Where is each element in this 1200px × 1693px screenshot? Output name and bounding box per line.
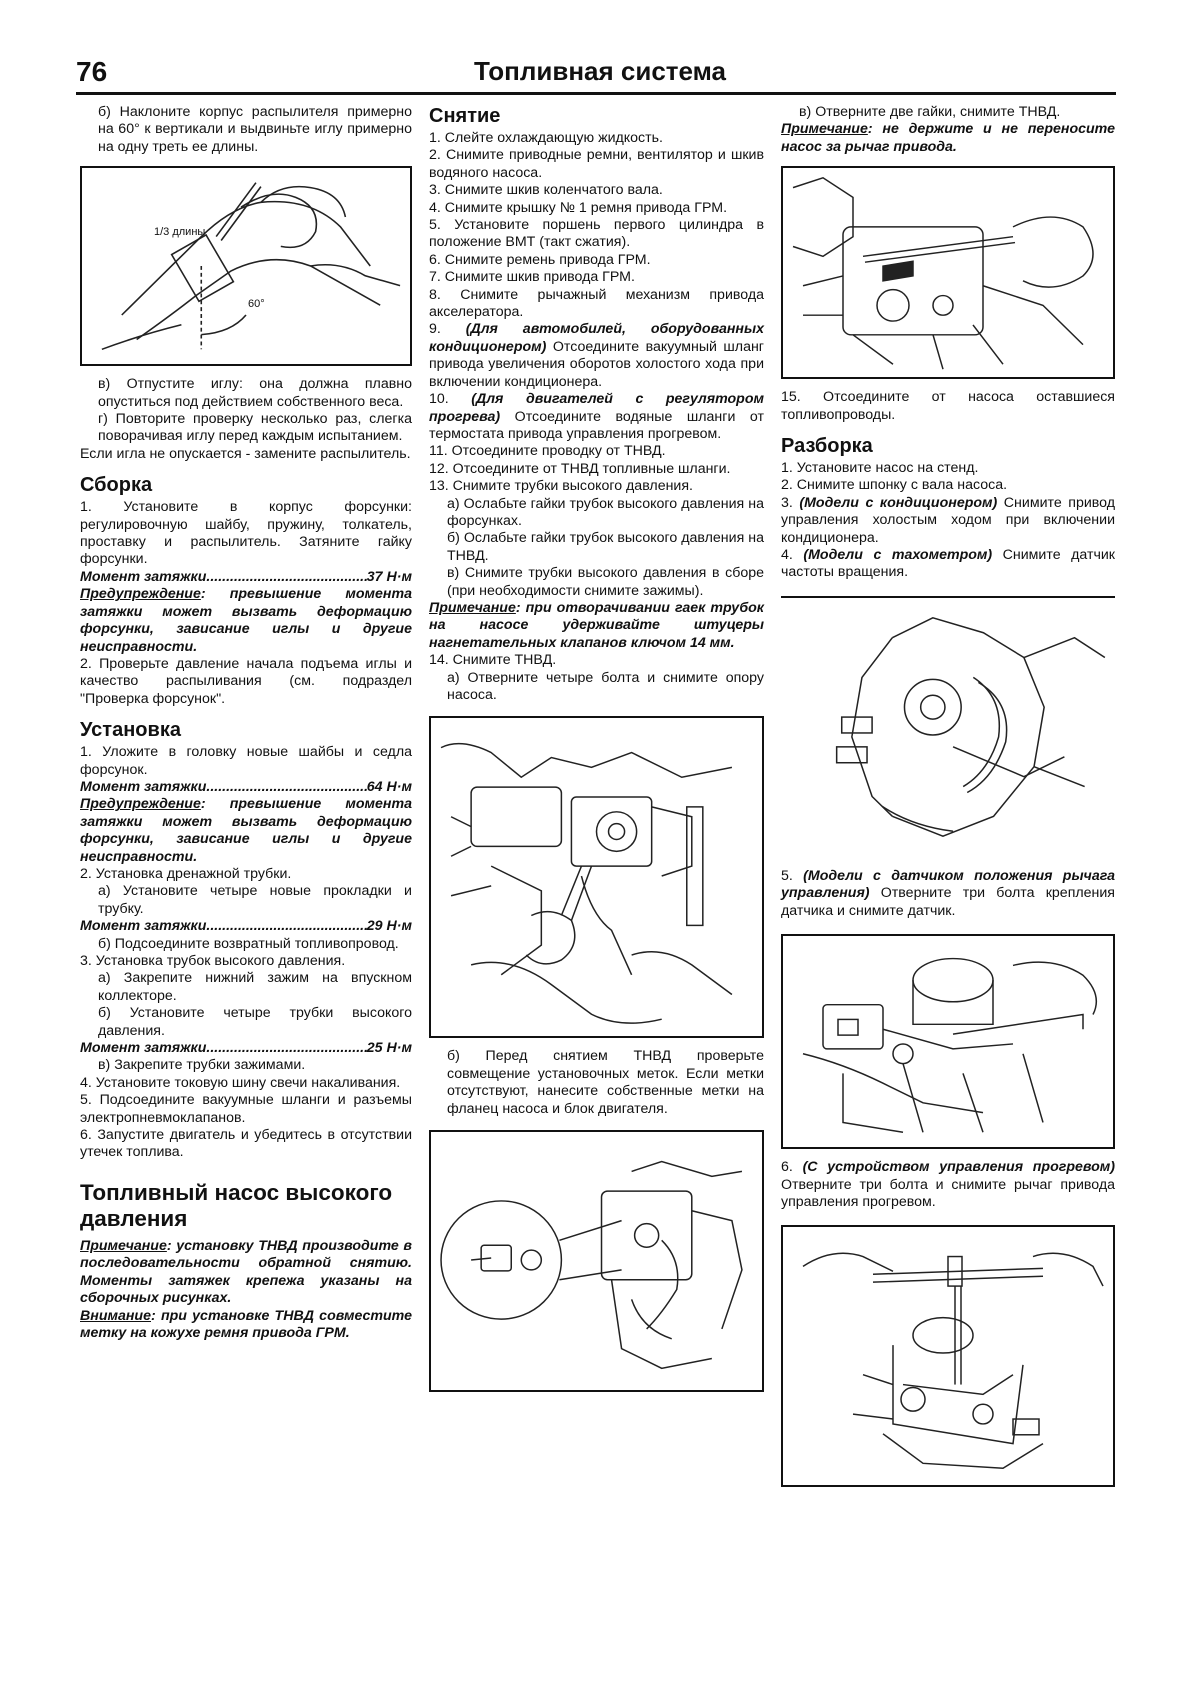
attention-label: Внимание xyxy=(80,1307,151,1324)
note-label: Примечание xyxy=(429,599,516,616)
section-heading-snyatie: Снятие xyxy=(429,105,501,127)
torque-label: Момент затяжки xyxy=(80,568,207,585)
note-label: Примечание xyxy=(781,121,868,138)
paragraph: а) Закрепите нижний зажим на впускном коллекторе. xyxy=(98,970,412,1004)
paragraph: 13. Снимите трубки высокого давления. xyxy=(429,478,693,495)
paragraph: г) Повторите проверку несколько раз, слегка поворачивая иглу перед каждым испытанием. xyxy=(98,411,412,445)
paragraph: 14. Снимите ТНВД. xyxy=(429,652,557,669)
attention-text: : при установке ТНВД совместите метку на кожухе ремня привода ГРМ. xyxy=(80,1307,412,1341)
step-number: 9. xyxy=(429,321,466,338)
torque-value: 37 Н·м xyxy=(366,568,412,585)
paragraph: 6. Запустите двигатель и убедитесь в отсутствии утечек топлива. xyxy=(80,1127,412,1161)
warning-note xyxy=(80,586,412,656)
step-number: 6. xyxy=(781,1159,803,1176)
paragraph xyxy=(429,391,764,443)
paragraph: 2. Снимите приводные ремни, вентилятор и шкив водяного насоса. xyxy=(429,147,764,181)
paragraph xyxy=(781,495,1115,547)
paragraph: 2. Установка дренажной трубки. xyxy=(80,865,292,882)
warning-note xyxy=(80,796,412,866)
figure-lever-sensor xyxy=(781,934,1115,1149)
paragraph: в) Снимите трубки высокого давления в сборе (при необходимости снимите зажимы). xyxy=(447,565,764,599)
step-number: 10. xyxy=(429,391,472,408)
step-number: 3. xyxy=(781,494,800,511)
condition-text: (С устройством управления прогревом) xyxy=(802,1159,1115,1176)
paragraph: 1. Установите в корпус форсунки: регулировочную шайбу, пружину, толкатель, проставку и распылитель. Затяните гайку форсунки. xyxy=(80,499,412,568)
paragraph: в) Отверните две гайки, снимите ТНВД. xyxy=(799,104,1061,120)
paragraph xyxy=(781,1159,1115,1211)
pump-on-stand-illustration xyxy=(781,598,1115,858)
paragraph: б) Подсоедините возвратный топливопровод. xyxy=(98,935,399,952)
torque-value: 64 Н·м xyxy=(366,778,412,795)
attention-note xyxy=(80,1308,412,1343)
step-text: Отсоедините вакуумный шланг привода увеличения оборотов холостого хода при включении кондиционера. xyxy=(429,338,764,390)
pump-removal-illustration xyxy=(783,168,1113,377)
figure-nozzle-needle xyxy=(80,166,412,366)
paragraph: б) Перед снятием ТНВД проверьте совмещение установочных меток. Если метки отсутствуют, нанесите собственные метки на фланец насоса и блок двигателя. xyxy=(447,1048,764,1117)
figure-pump-support xyxy=(429,716,764,1038)
torque-label: Момент затяжки xyxy=(80,1040,207,1057)
paragraph: 2. Снимите шпонку с вала насоса. xyxy=(781,477,1008,494)
column-2 xyxy=(429,104,764,1402)
warmup-lever-illustration xyxy=(783,1227,1113,1485)
figure-alignment-marks xyxy=(429,1130,764,1392)
paragraph: 1. Слейте охлаждающую жидкость. xyxy=(429,130,663,146)
torque-label: Момент затяжки xyxy=(80,918,207,935)
condition-text: (Модели с датчиком положения рычага управления) xyxy=(781,867,1115,902)
nozzle-illustration xyxy=(82,168,410,364)
paragraph: 15. Отсоедините от насоса оставшиеся топливопроводы. xyxy=(781,389,1115,423)
paragraph: 4. Установите токовую шину свечи накаливания. xyxy=(80,1074,401,1091)
column-3 xyxy=(781,104,1115,1497)
paragraph xyxy=(781,868,1115,920)
paragraph: б) Наклоните корпус распылителя примерно на 60° к вертикали и выдвиньте иглу примерно на одну треть ее длины. xyxy=(98,104,412,155)
torque-label: Момент затяжки xyxy=(80,778,207,795)
section-heading-razborka: Разборка xyxy=(781,435,873,458)
note xyxy=(429,600,764,652)
paragraph: 12. Отсоедините от ТНВД топливные шланги. xyxy=(429,460,731,477)
paragraph: а) Ослабьте гайки трубок высокого давления на форсунках. xyxy=(447,495,764,529)
page-title: Топливная система xyxy=(474,56,726,86)
paragraph: 8. Снимите рычажный механизм привода акселератора. xyxy=(429,286,764,321)
paragraph: 11. Отсоедините проводку от ТНВД. xyxy=(429,443,666,460)
paragraph: а) Отверните четыре болта и снимите опору насоса. xyxy=(447,669,764,703)
paragraph: б) Установите четыре трубки высокого давления. xyxy=(98,1005,412,1039)
lever-sensor-illustration xyxy=(783,936,1113,1147)
paragraph: б) Ослабьте гайки трубок высокого давления на ТНВД. xyxy=(447,530,764,564)
paragraph: 4. Снимите крышку № 1 ремня привода ГРМ. xyxy=(429,199,728,216)
figure-label-angle: 60° xyxy=(248,298,265,311)
note-label: Примечание xyxy=(80,1237,167,1254)
paragraph: 6. Снимите ремень привода ГРМ. xyxy=(429,251,651,268)
step-text: Снимите привод управления холостым ходом при включении кондиционера. xyxy=(781,494,1115,546)
figure-warmup-lever xyxy=(781,1225,1115,1487)
warning-label: Предупреждение xyxy=(80,586,201,603)
note-text: : установку ТНВД производите в последовательности обратной снятию. Моменты затяжек крепежа указаны на сборочных рисунках. xyxy=(80,1237,412,1307)
paragraph xyxy=(781,547,1115,582)
step-text: Отсоедините водяные шланги от термостата привода управления прогревом. xyxy=(429,408,764,442)
condition-text: (Модели с тахометром) xyxy=(803,547,993,564)
note-text: : не держите и не переносите насос за рычаг привода. xyxy=(781,121,1115,155)
condition-text: (Для двигателей с регулятором прогрева) xyxy=(429,391,764,425)
paragraph: в) Закрепите трубки зажимами. xyxy=(98,1057,306,1074)
paragraph: 3. Снимите шкив коленчатого вала. xyxy=(429,182,663,199)
paragraph: 3. Установка трубок высокого давления. xyxy=(80,953,346,969)
step-number: 5. xyxy=(781,867,804,884)
pump-support-illustration xyxy=(431,718,762,1036)
figure-pump-on-stand xyxy=(781,596,1115,858)
torque-spec xyxy=(80,918,412,935)
warning-text: : превышение момента затяжки может вызвать деформацию форсунки, зависание иглы и другие неисправности. xyxy=(80,796,412,865)
note xyxy=(80,1238,412,1308)
step-text: Отверните три болта и снимите рычаг привода управления прогревом. xyxy=(781,1176,1115,1210)
paragraph: 2. Проверьте давление начала подъема иглы и качество распыливания (см. подраздел "Проверка форсунок". xyxy=(80,655,412,707)
paragraph: 5. Подсоедините вакуумные шланги и разъемы электропневмоклапанов. xyxy=(80,1092,412,1126)
torque-spec xyxy=(80,569,412,586)
torque-value: 29 Н·м xyxy=(366,918,412,935)
figure-pump-removal xyxy=(781,166,1115,379)
paragraph xyxy=(429,321,764,391)
step-number: 4. xyxy=(781,547,804,564)
paragraph: Если игла не опускается - замените распылитель. xyxy=(80,445,411,462)
section-heading-sborka: Сборка xyxy=(80,474,153,497)
paragraph: в) Отпустите иглу: она должна плавно опуститься под действием собственного веса. xyxy=(98,376,412,410)
paragraph: 1. Установите насос на стенд. xyxy=(781,460,979,477)
condition-text: (Модели с кондиционером) xyxy=(799,494,998,511)
page-number: 76 xyxy=(76,56,108,87)
column-1 xyxy=(80,104,412,1342)
torque-value: 25 Н·м xyxy=(366,1040,412,1057)
paragraph: а) Установите четыре новые прокладки и трубку. xyxy=(98,883,412,917)
warning-text: : превышение момента затяжки может вызвать деформацию форсунки, зависание иглы и другие неисправности. xyxy=(80,586,412,655)
paragraph: 1. Уложите в головку новые шайбы и седла форсунок. xyxy=(80,744,412,778)
condition-text: (Для автомобилей, оборудованных кондиционером) xyxy=(429,321,764,355)
paragraph: 5. Установите поршень первого цилиндра в положение ВМТ (такт сжатия). xyxy=(429,217,764,251)
paragraph: 7. Снимите шкив привода ГРМ. xyxy=(429,269,635,286)
note xyxy=(781,121,1115,156)
torque-spec xyxy=(80,779,412,796)
warning-label: Предупреждение xyxy=(80,796,201,813)
figure-label-length: 1/3 длины xyxy=(154,226,206,239)
note-text: : при отворачивании гаек трубок на насосе удерживайте штуцеры нагнетательных клапанов ключом 14 мм. xyxy=(429,599,764,651)
torque-spec xyxy=(80,1040,412,1057)
section-heading-ustanovka: Установка xyxy=(80,719,181,742)
alignment-marks-illustration xyxy=(431,1132,762,1390)
step-text: Отверните три болта крепления датчика и снимите датчик. xyxy=(781,885,1115,919)
section-heading-tnvd: Топливный насос высокого давления xyxy=(80,1179,393,1231)
step-text: Снимите датчик частоты вращения. xyxy=(781,547,1115,581)
page-header xyxy=(76,52,1116,95)
